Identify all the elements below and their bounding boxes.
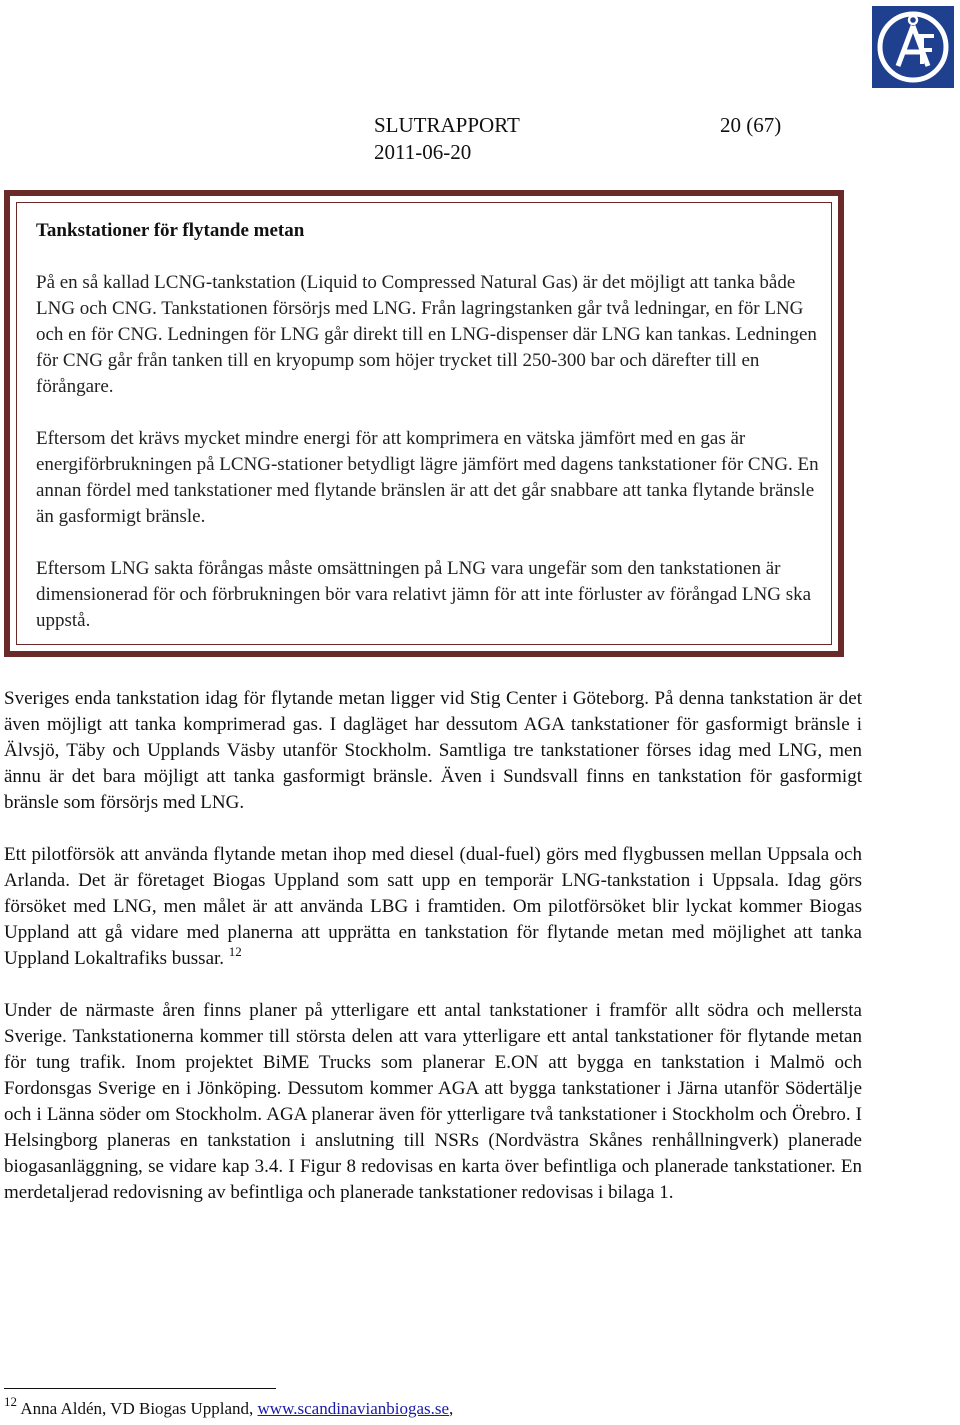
body-paragraph: Under de närmaste åren finns planer på ytterligare ett antal tankstationer i framför allt södra och mellersta Sverige. Tankstationerna kommer till största delen att vara ytterligare ett antal tankstationer för flytande metan för tung trafik. Inom projektet BiME Trucks som planerar E.ON att bygga en tankstation i Malmö och Fordonsgas Sverige en i Jönköping. Dessutom kommer AGA att bygga tankstationer i Järna utanför Södertälje och i Länna söder om Stockholm. AGA planerar även för ytterligare två tankstationer i Stockholm och Örebro. I Helsingborg planeras en tankstation i anslutning till NSRs (Nordvästra Skånes renhållningverk) planerade biogasanläggning, se vidare kap 3.4. I Figur 8 redovisas en karta över befintliga och planerade tankstationer. En merdetaljerad redovisning av befintliga och planerade tankstationer redovisas i bilaga 1. <box>4 1000 862 1203</box>
footnote-divider <box>4 1388 276 1389</box>
footnote-link[interactable]: www.scandinavianbiogas.se <box>257 1399 450 1418</box>
body-paragraph-text: Ett pilotförsök att använda flytande metan ihop med diesel (dual-fuel) görs med flygbussen mellan Uppsala och Arlanda. Det är företaget Biogas Uppland som satt upp en temporär LNG-tankstation i Uppsala. Idag görs försöket med LNG, men målet är att använda LBG i framtiden. Om pilotförsöket blir lyckat kommer Biogas Uppland att gå vidare med planerna att upprätta en tankstation för flytande metan med möjlighet att tanka Uppland Lokaltrafiks bussar. <box>4 844 862 969</box>
report-label: SLUTRAPPORT <box>374 113 520 137</box>
fact-box-content <box>36 218 826 660</box>
body-paragraph <box>4 842 862 972</box>
footnote <box>4 1394 454 1420</box>
fact-box <box>4 190 844 657</box>
fact-box-title: Tankstationer för flytande metan <box>36 220 305 241</box>
page-number: 20 (67) <box>720 113 782 137</box>
footnote-trailing: , <box>449 1399 454 1418</box>
footnote-reference[interactable]: 12 <box>228 944 242 959</box>
fact-box-paragraph: På en så kallad LCNG-tankstation (Liquid to Compressed Natural Gas) är det möjligt att tanka både LNG och CNG. Tankstationen försörjs med LNG. Från lagringstanken går två ledningar, en för LNG och en för CNG. Ledningen för LNG går direkt till en LNG-dispenser där LNG kan tankas. Ledningen för CNG går från tanken till en kryopump som höjer trycket till 250-300 bar och därefter till en förångare. <box>36 272 817 397</box>
body-text <box>4 686 862 1232</box>
footnote-text: Anna Aldén, VD Biogas Uppland, <box>20 1399 258 1418</box>
report-header <box>374 112 520 166</box>
report-date: 2011-06-20 <box>374 140 472 164</box>
company-logo-icon <box>872 6 954 88</box>
footnote-number: 12 <box>4 1394 17 1409</box>
fact-box-paragraph: Eftersom det krävs mycket mindre energi för att komprimera en vätska jämfört med en gas är energiförbrukningen på LCNG-stationer betydligt lägre jämfört med dagens tankstationer för CNG. En annan fördel med tankstationer med flytande bränslen är att det går snabbare att tanka flytande bränsle än gasformigt bränsle. <box>36 428 819 527</box>
body-paragraph: Sveriges enda tankstation idag för flytande metan ligger vid Stig Center i Göteborg. På denna tankstation är det även möjligt att tanka komprimerad gas. I dagläget har dessutom AGA tankstationer för gasformigt bränsle i Älvsjö, Täby och Upplands Väsby utanför Stockholm. Samtliga tre tankstationer förses idag med LNG, men ännu är det bara möjligt att tanka gasformigt bränsle. Även i Sundsvall finns en tankstation för gasformigt bränsle som försörjs med LNG. <box>4 688 862 813</box>
fact-box-paragraph: Eftersom LNG sakta förångas måste omsättningen på LNG vara ungefär som den tankstationen är dimensionerad för och förbrukningen bör vara relativt jämn för att inte förluster av förångad LNG ska uppstå. <box>36 558 812 631</box>
